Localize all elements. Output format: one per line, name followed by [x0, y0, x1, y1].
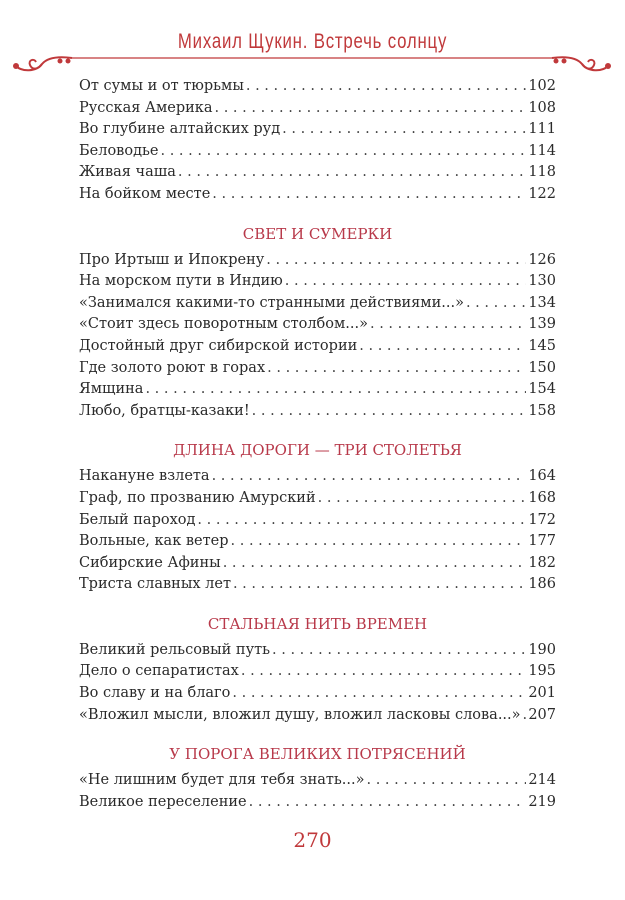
toc-entry[interactable] — [79, 640, 556, 662]
entry-page: 134 — [528, 294, 556, 311]
dot-leader — [231, 531, 527, 553]
toc-entry[interactable] — [79, 510, 556, 532]
entry-page: 145 — [528, 337, 556, 354]
dot-leader — [212, 466, 527, 488]
entry-page: 158 — [528, 402, 556, 419]
toc-entry[interactable] — [79, 141, 556, 163]
entry-title: Великий рельсовый путь — [79, 641, 271, 658]
toc-entry[interactable] — [79, 162, 556, 184]
entry-title: От сумы и от тюрьмы — [79, 78, 244, 94]
entry-page: 118 — [528, 164, 556, 181]
toc-entry[interactable] — [79, 184, 556, 206]
dot-leader — [370, 314, 526, 336]
table-of-contents — [79, 76, 556, 813]
dot-leader — [246, 76, 526, 98]
dot-leader — [178, 162, 526, 184]
running-head: Михаил Щукин. Встречь солнцу — [177, 30, 448, 53]
entry-title: Великое переселение — [79, 793, 247, 810]
entry-page: 111 — [528, 121, 556, 138]
entry-title: Вольные, как ветер — [79, 533, 229, 550]
toc-entry[interactable] — [79, 792, 556, 814]
dot-leader — [145, 379, 526, 401]
entry-page: 122 — [528, 185, 556, 202]
dot-leader — [285, 271, 527, 293]
entry-title: Беловодье — [79, 142, 159, 159]
entry-title: Сибирские Афины — [79, 554, 221, 571]
entry-page: 182 — [528, 554, 556, 571]
dot-leader — [272, 640, 526, 662]
dot-leader — [160, 141, 526, 163]
toc-entry[interactable] — [79, 293, 556, 315]
toc-entry[interactable] — [79, 661, 556, 683]
toc-entry[interactable] — [79, 76, 556, 98]
toc-entry[interactable] — [79, 271, 556, 293]
entry-page: 108 — [528, 99, 556, 116]
entry-title: Достойный друг сибирской истории — [79, 337, 358, 354]
entry-title: «Вложил мысли, вложил душу, вложил ласковы слова...» — [79, 706, 521, 723]
toc-entry[interactable] — [79, 314, 556, 336]
dot-leader — [359, 336, 526, 358]
toc-entry[interactable] — [79, 379, 556, 401]
dot-leader — [523, 705, 527, 727]
entry-page: 164 — [528, 468, 556, 485]
toc-entry[interactable] — [79, 553, 556, 575]
toc-entry[interactable] — [79, 466, 556, 488]
entry-title: Где золото роют в горах — [79, 359, 266, 376]
entry-title: «Занимался какими-то странными действиями...» — [79, 294, 464, 311]
entry-title: Накануне взлета — [79, 468, 210, 485]
dot-leader — [252, 401, 527, 423]
entry-page: 139 — [528, 316, 556, 333]
toc-entry[interactable] — [79, 250, 556, 272]
entry-title: Во глубине алтайских руд — [79, 121, 281, 138]
entry-page: 126 — [528, 251, 556, 268]
dot-leader — [232, 683, 526, 705]
toc-entry[interactable] — [79, 531, 556, 553]
entry-page: 102 — [528, 78, 556, 94]
dot-leader — [223, 553, 527, 575]
entry-page: 186 — [528, 576, 556, 593]
entry-title: Триста славных лет — [79, 576, 231, 593]
entry-title: На морском пути в Индию — [79, 273, 283, 290]
dot-leader — [241, 661, 526, 683]
toc-entry[interactable] — [79, 574, 556, 596]
dot-leader — [267, 358, 526, 380]
entry-title: Любо, братцы-казаки! — [79, 402, 250, 419]
entry-title: Дело о сепаратистах — [79, 663, 239, 680]
entry-page: 201 — [528, 685, 556, 702]
entry-title: «Не лишним будет для тебя знать...» — [79, 772, 365, 789]
entry-title: На бойком месте — [79, 185, 211, 202]
entry-page: 150 — [528, 359, 556, 376]
entry-page: 114 — [528, 142, 556, 159]
entry-title: Ямщина — [79, 381, 144, 398]
dot-leader — [249, 792, 527, 814]
page-number: 270 — [293, 828, 332, 852]
dot-leader — [215, 98, 527, 120]
entry-page: 195 — [528, 663, 556, 680]
dot-leader — [266, 250, 526, 272]
dot-leader — [466, 293, 526, 315]
entry-page: 130 — [528, 273, 556, 290]
entry-page: 154 — [528, 381, 556, 398]
toc-entry[interactable] — [79, 98, 556, 120]
section-title: ДЛИНА ДОРОГИ — ТРИ СТОЛЕТЬЯ — [173, 441, 462, 460]
header-ornament-icon — [12, 48, 612, 78]
toc-entry[interactable] — [79, 705, 556, 727]
dot-leader — [212, 184, 526, 206]
toc-entry[interactable] — [79, 358, 556, 380]
entry-title: Белый пароход — [79, 511, 196, 528]
toc-entry[interactable] — [79, 683, 556, 705]
toc-entry[interactable] — [79, 488, 556, 510]
toc-entry[interactable] — [79, 401, 556, 423]
entry-title: «Стоит здесь поворотным столбом...» — [79, 316, 368, 333]
entry-page: 207 — [528, 706, 556, 723]
dot-leader — [367, 770, 527, 792]
section-title: У ПОРОГА ВЕЛИКИХ ПОТРЯСЕНИЙ — [169, 745, 466, 764]
entry-title: Живая чаша — [79, 164, 176, 181]
entry-title: Граф, по прозванию Амурский — [79, 489, 316, 506]
entry-page: 214 — [528, 772, 556, 789]
dot-leader — [197, 510, 526, 532]
entry-page: 219 — [528, 793, 556, 810]
section-title: СВЕТ И СУМЕРКИ — [242, 224, 393, 243]
entry-page: 177 — [528, 533, 556, 550]
entry-title: Во славу и на благо — [79, 685, 231, 702]
entry-title: Про Иртыш и Ипокрену — [79, 251, 265, 268]
toc-entry[interactable] — [79, 336, 556, 358]
entry-title: Русская Америка — [79, 99, 213, 116]
section-title: СТАЛЬНАЯ НИТЬ ВРЕМЕН — [207, 614, 428, 633]
entry-page: 168 — [528, 489, 556, 506]
toc-entry[interactable] — [79, 119, 556, 141]
entry-page: 172 — [528, 511, 556, 528]
dot-leader — [233, 574, 526, 596]
entry-page: 190 — [528, 641, 556, 658]
toc-entry[interactable] — [79, 770, 556, 792]
dot-leader — [318, 488, 527, 510]
dot-leader — [282, 119, 526, 141]
